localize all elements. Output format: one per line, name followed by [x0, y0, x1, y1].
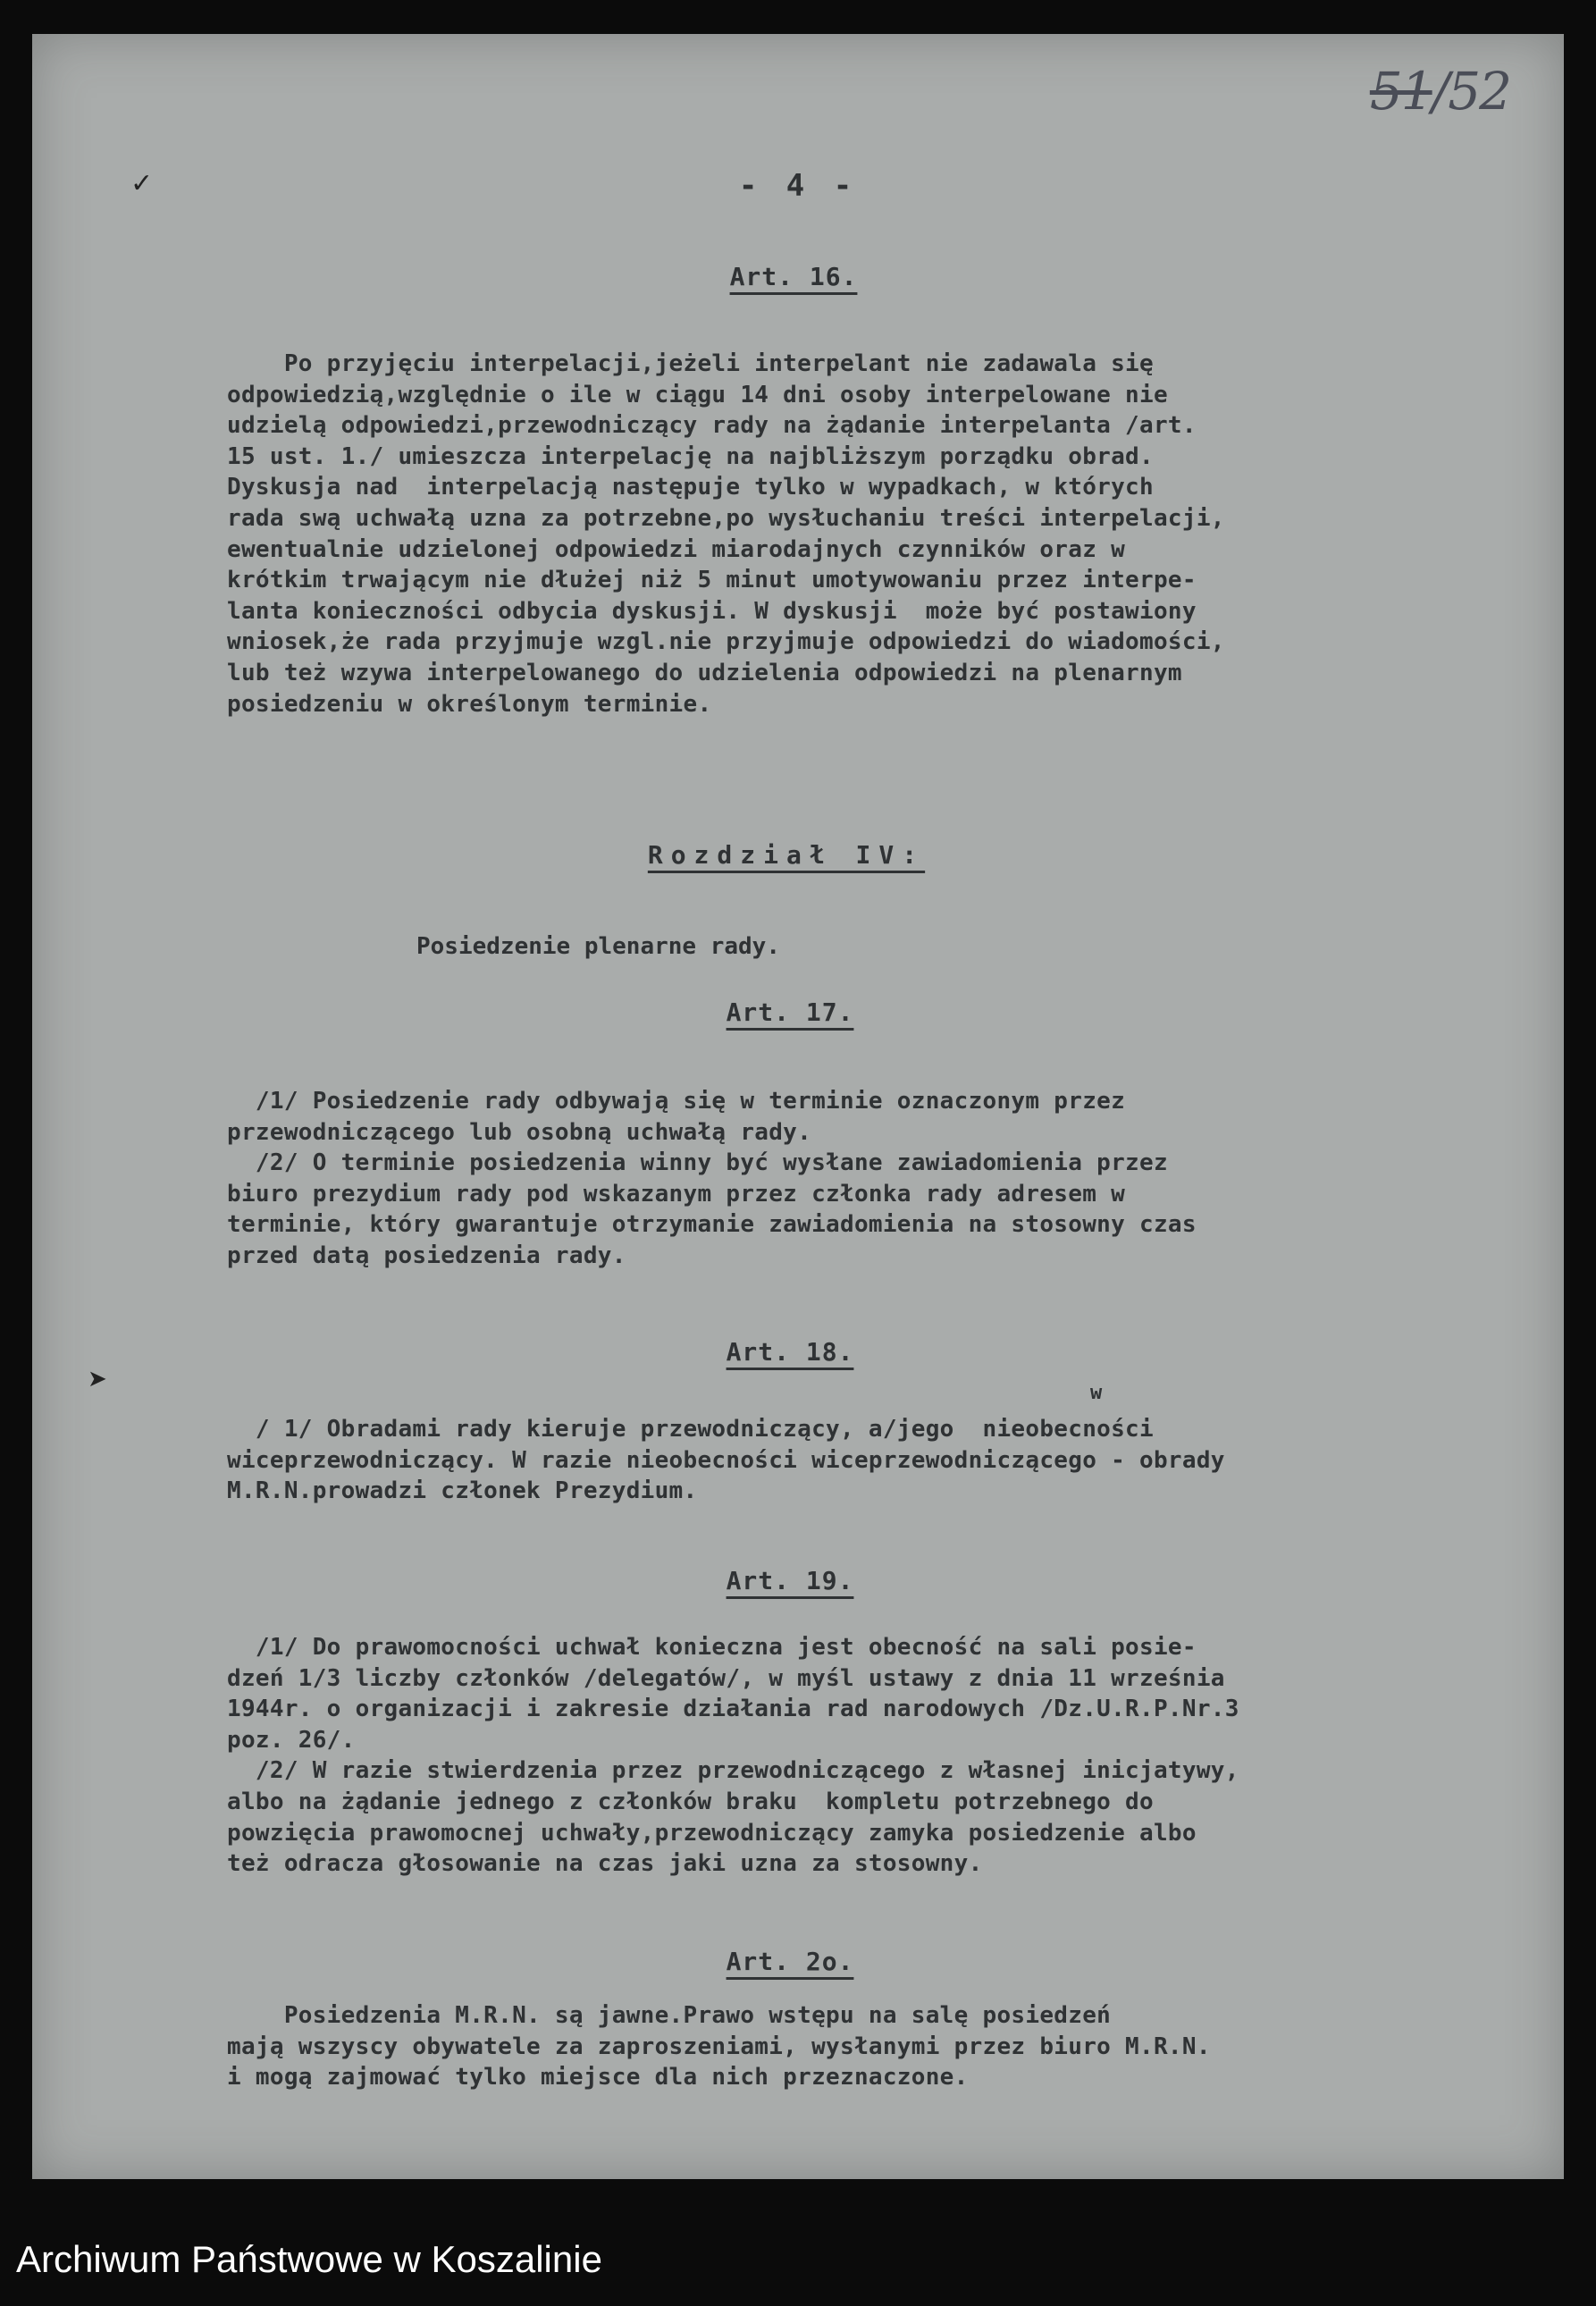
- art16-line: odpowiedzią,względnie o ile w ciągu 14 dni osoby interpelowane nie: [227, 381, 1168, 408]
- chapter-heading: Rozdział IV:: [647, 840, 926, 870]
- art16-body: [227, 349, 1564, 720]
- art19-line: 1944r. o organizacji i zakresie działania rad narodowych /Dz.U.R.P.Nr.3: [227, 1696, 1239, 1723]
- art19-line: albo na żądanie jednego z członków braku kompletu potrzebnego do: [227, 1788, 1154, 1815]
- art19-line: też odracza głosowanie na czas jaki uzna za stosowny.: [227, 1850, 983, 1878]
- art17-line: /2/ O terminie posiedzenia winny być wysłane zawiadomienia przez: [227, 1149, 1168, 1177]
- art19-heading: Art. 19.: [726, 1566, 854, 1595]
- art16-line: posiedzeniu w określonym terminie.: [227, 690, 712, 718]
- art16-line: lanta konieczności odbycia dyskusji. W dyskusji może być postawiony: [227, 597, 1197, 625]
- art16-heading: Art. 16.: [729, 262, 858, 291]
- art20-line: i mogą zajmować tylko miejsce dla nich przeznaczone.: [227, 2064, 969, 2091]
- art18-heading: Art. 18.: [726, 1337, 854, 1367]
- art20-body: [227, 2000, 1564, 2093]
- folio-separator: /: [1432, 61, 1449, 122]
- art18-insertion: w: [1090, 1382, 1103, 1404]
- art18-line: / 1/ Obradami rady kieruje przewodniczący, a/jego nieobecności: [227, 1416, 1154, 1443]
- folio-number: [1370, 61, 1510, 122]
- art17-line: biuro prezydium rady pod wskazanym przez członka rady adresem w: [227, 1180, 1126, 1208]
- art20-heading: Art. 2o.: [726, 1947, 854, 1976]
- folio-new: 52: [1448, 61, 1510, 122]
- art16-line: rada swą uchwałą uzna za potrzebne,po wysłuchaniu treści interpelacji,: [227, 504, 1225, 532]
- art16-line: udzielą odpowiedzi,przewodniczący rady na żądanie interpelanta /art.: [227, 412, 1197, 440]
- art19-line: powzięcia prawomocnej uchwały,przewodniczący zamyka posiedzenie albo: [227, 1819, 1197, 1847]
- art18-body: [227, 1414, 1564, 1507]
- art17-line: terminie, który gwarantuje otrzymanie zawiadomienia na stosowny czas: [227, 1211, 1197, 1239]
- art18-line: M.R.N.prowadzi członek Prezydium.: [227, 1477, 698, 1505]
- document-page: [32, 34, 1564, 2179]
- art20-line: mają wszyscy obywatele za zaproszeniami, wysłanymi przez biuro M.R.N.: [227, 2032, 1211, 2060]
- margin-tick-mark: ✓: [130, 168, 154, 199]
- art16-line: lub też wzywa interpelowanego do udzielenia odpowiedzi na plenarnym: [227, 659, 1182, 686]
- art19-line: /1/ Do prawomocności uchwał konieczna jest obecność na sali posie-: [227, 1634, 1197, 1661]
- art19-line: /2/ W razie stwierdzenia przez przewodniczącego z własnej inicjatywy,: [227, 1757, 1239, 1785]
- art17-line: przewodniczącego lub osobną uchwałą rady.: [227, 1118, 812, 1146]
- art16-line: Po przyjęciu interpelacji,jeżeli interpelant nie zadawala się: [227, 350, 1154, 377]
- art16-line: Dyskusja nad interpelacją następuje tylko w wypadkach, w których: [227, 474, 1154, 501]
- margin-arrow-mark: ➤: [88, 1366, 107, 1393]
- art19-body: [227, 1632, 1564, 1880]
- art17-line: przed datą posiedzenia rady.: [227, 1241, 626, 1269]
- folio-old: 51: [1369, 61, 1432, 122]
- art16-line: wniosek,że rada przyjmuje wzgl.nie przyjmuje odpowiedzi do wiadomości,: [227, 628, 1225, 656]
- art17-body: [227, 1086, 1564, 1272]
- art18-line: wiceprzewodniczący. W razie nieobecności wiceprzewodniczącego - obrady: [227, 1446, 1225, 1474]
- page-number: - 4 -: [738, 168, 858, 204]
- art16-line: ewentualnie udzielonej odpowiedzi miarodajnych czynników oraz w: [227, 535, 1126, 563]
- chapter-subtitle: Posiedzenie plenarne rady.: [416, 933, 780, 960]
- art16-line: krótkim trwającym nie dłużej niż 5 minut umotywowaniu przez interpe-: [227, 567, 1197, 594]
- art19-line: poz. 26/.: [227, 1726, 356, 1754]
- art20-line: Posiedzenia M.R.N. są jawne.Prawo wstępu na salę posiedzeń: [227, 2002, 1112, 2029]
- art17-heading: Art. 17.: [726, 997, 854, 1027]
- art19-line: dzeń 1/3 liczby członków /delegatów/, w myśl ustawy z dnia 11 września: [227, 1664, 1225, 1692]
- archive-label: Archiwum Państwowe w Koszalinie: [16, 2238, 602, 2280]
- art17-line: /1/ Posiedzenie rady odbywają się w terminie oznaczonym przez: [227, 1088, 1126, 1115]
- art16-line: 15 ust. 1./ umieszcza interpelację na najbliższym porządku obrad.: [227, 442, 1154, 470]
